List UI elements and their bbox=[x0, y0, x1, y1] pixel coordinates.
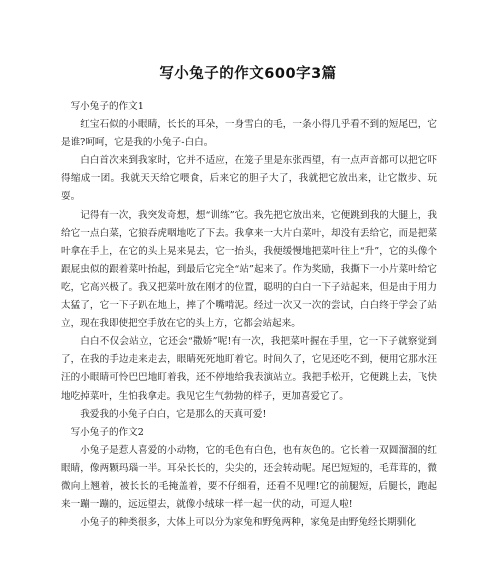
section-heading: 写小兔子的作文1 bbox=[70, 101, 144, 112]
paragraph: 小兔子的种类很多，大体上可以分为家兔和野兔两种，家兔是由野兔经长期驯化 bbox=[80, 517, 416, 529]
paragraph: 我爱我的小兔子白白，它是那么的天真可爱! bbox=[80, 408, 267, 420]
paragraph: 记得有一次，我突发奇想，想“训练”它。我先把它放出来，它便跳到我的大腿上，我给它一点白菜，它狼吞虎咽地吃了下去。我拿来一大片白菜叶，却没有丢给它，而是把菜叶拿在手上，在它的头上晃来晃去，它一抬头，我便缓慢地把菜叶往上“升”，它的头像个跟屁虫似的跟着菜叶抬起，到最后它完全“站”起来了。作为奖励，我撕下一小片菜叶给它吃，它高兴极了。我又把菜叶放在刚才的位置，聪明的白白一下子站起来，但是由于用力太猛了，它一下子趴在地上，摔了个嘴啃泥。经过一次又一次的尝试，白白终于学会了站立，现在我即使把空手放在它的头上方，它都会站起来。 bbox=[61, 209, 437, 330]
paragraph: 小兔子是惹人喜爱的小动物，它的毛色有白色，也有灰色的。它长着一双圆溜溜的红眼睛，像两颗玛瑙一半。耳朵长长的，尖尖的，还会转动呢。尾巴短短的，毛茸茸的，微微向上翘着，被长长的毛掩盖着，要不仔细看，还看不见哩!它的前腿短，后腿长，跑起来一蹦一蹦的，远远望去，就像小绒球一样一起一伏的动，可逗人啦! bbox=[61, 444, 437, 511]
paragraph: 红宝石似的小眼睛，长长的耳朵，一身雪白的毛，一条小得几乎看不到的短尾巴，它是谁?呵呵，它是我的小兔子-白白。 bbox=[61, 119, 437, 149]
page-title: 写小兔子的作文600字3篇 bbox=[159, 66, 337, 82]
paragraph: 白白首次来到我家时，它并不适应，在笼子里是东张西望，有一点声音都可以把它吓得缩成一团。我就天天给它喂食，后来它的胆子大了，我就把它放出来，让它散步、玩耍。 bbox=[61, 155, 437, 203]
article-body bbox=[61, 98, 437, 532]
paragraph: 白白不仅会站立，它还会“撒娇”呢!有一次，我把菜叶握在手里，它一下子就察觉到了，在我的手边走来走去，眼睛死死地盯着它。时间久了，它见还吃不到，便用它那水汪汪的小眼睛可怜巴巴地盯着我，还不停地给我表演站立。我把手松开，它便跳上去，飞快地吃掉菜叶，生怕我拿走。我见它生气勃勃的样子，更加喜爱它了。 bbox=[61, 336, 437, 402]
section-heading: 写小兔子的作文2 bbox=[70, 426, 144, 438]
